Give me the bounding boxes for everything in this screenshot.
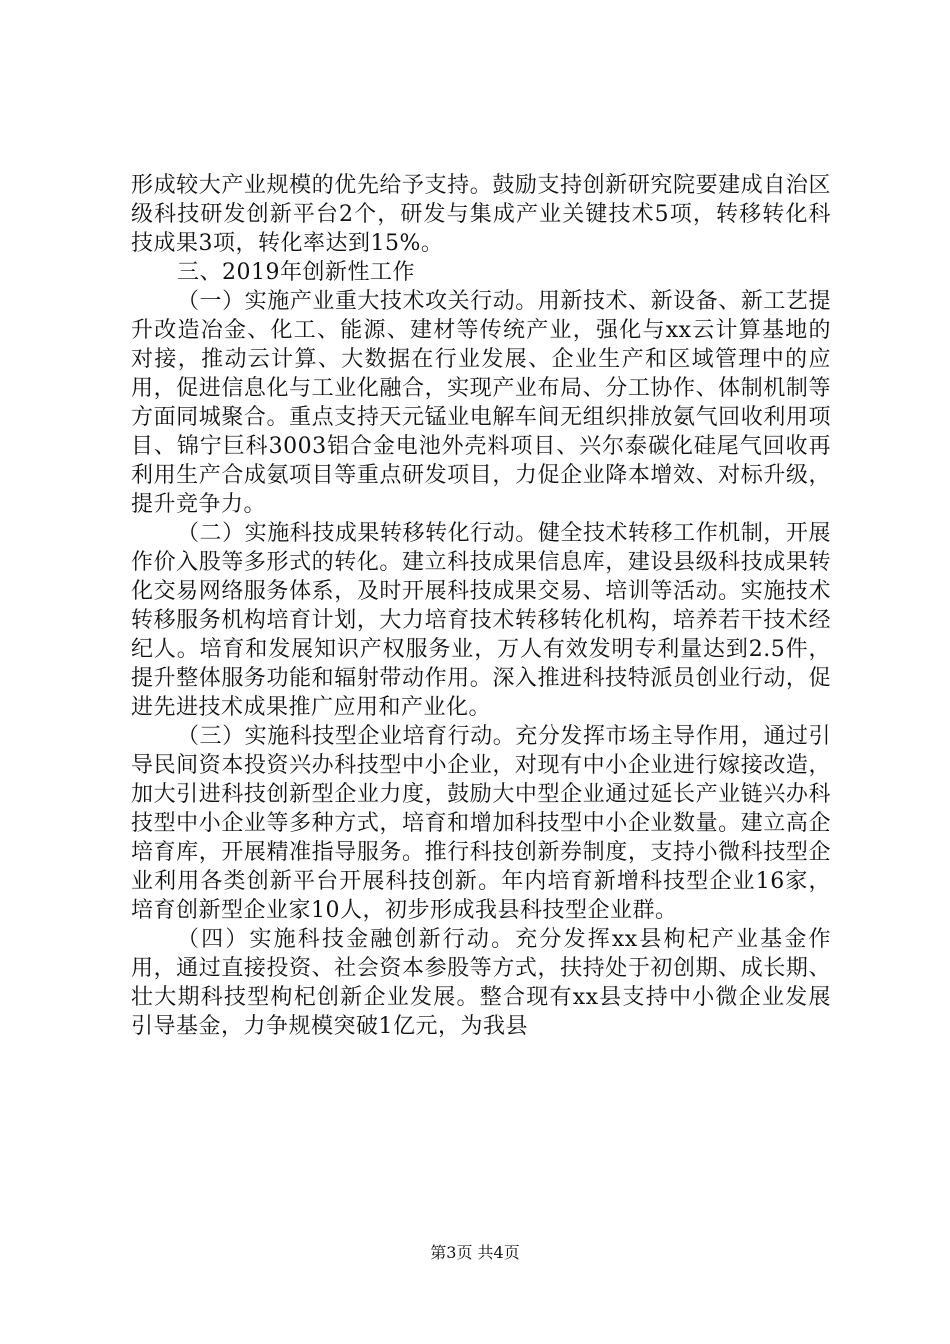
paragraph-two: （二）实施科技成果转移转化行动。健全技术转移工作机制，开展作价入股等多形式的转化。建立科技成果信息库，建设县级科技成果转化交易网络服务体系，及时开展科技成果交易、培训等活动。实施技术转移服务机构培育计划，大力培育技术转移转化机构，培养若干技术经纪人。培育和发展知识产权服务业，万人有效发明专利量达到2.5件，提升整体服务功能和辐射带动作用。深入推进科技特派员创业行动，促进先进技术成果推广应用和产业化。 [131, 521, 831, 720]
section-heading: 三、2019年创新性工作 [177, 260, 415, 285]
paragraph-four: （四）实施科技金融创新行动。充分发挥xx县枸杞产业基金作用，通过直接投资、社会资本参股等方式，扶持处于初创期、成长期、壮大期科技型枸杞创新企业发展。整合现有xx县支持中小微企业发展引导基金，力争规模突破1亿元，为我县 [131, 927, 831, 1039]
paragraph-continued: 形成较大产业规模的优先给予支持。鼓励支持创新研究院要建成自治区级科技研发创新平台2个，研发与集成产业关键技术5项，转移转化科技成果3项，转化率达到15%。 [131, 173, 831, 256]
page-footer: 第3页 共4页 [430, 1243, 520, 1262]
paragraph-three: （三）实施科技型企业培育行动。充分发挥市场主导作用，通过引导民间资本投资兴办科技型中小企业，对现有中小企业进行嫁接改造，加大引进科技创新型企业力度，鼓励大中型企业通过延长产业链兴办科技型中小企业等多种方式，培育和增加科技型中小企业数量。建立高企培育库，开展精准指导服务。推行科技创新券制度，支持小微科技型企业利用各类创新平台开展科技创新。年内培育新增科技型企业16家，培育创新型企业家10人，初步形成我县科技型企业群。 [131, 724, 831, 923]
paragraph-one: （一）实施产业重大技术攻关行动。用新技术、新设备、新工艺提升改造冶金、化工、能源、建材等传统产业，强化与xx云计算基地的对接，推动云计算、大数据在行业发展、企业生产和区域管理中的应用，促进信息化与工业化融合，实现产业布局、分工协作、体制机制等方面同城聚合。重点支持天元锰业电解车间无组织排放氨气回收利用项目、锦宁巨科3003铝合金电池外壳料项目、兴尔泰碳化硅尾气回收再利用生产合成氨项目等重点研发项目，力促企业降本增效、对标升级，提升竞争力。 [131, 289, 831, 517]
document-body [131, 171, 831, 1041]
